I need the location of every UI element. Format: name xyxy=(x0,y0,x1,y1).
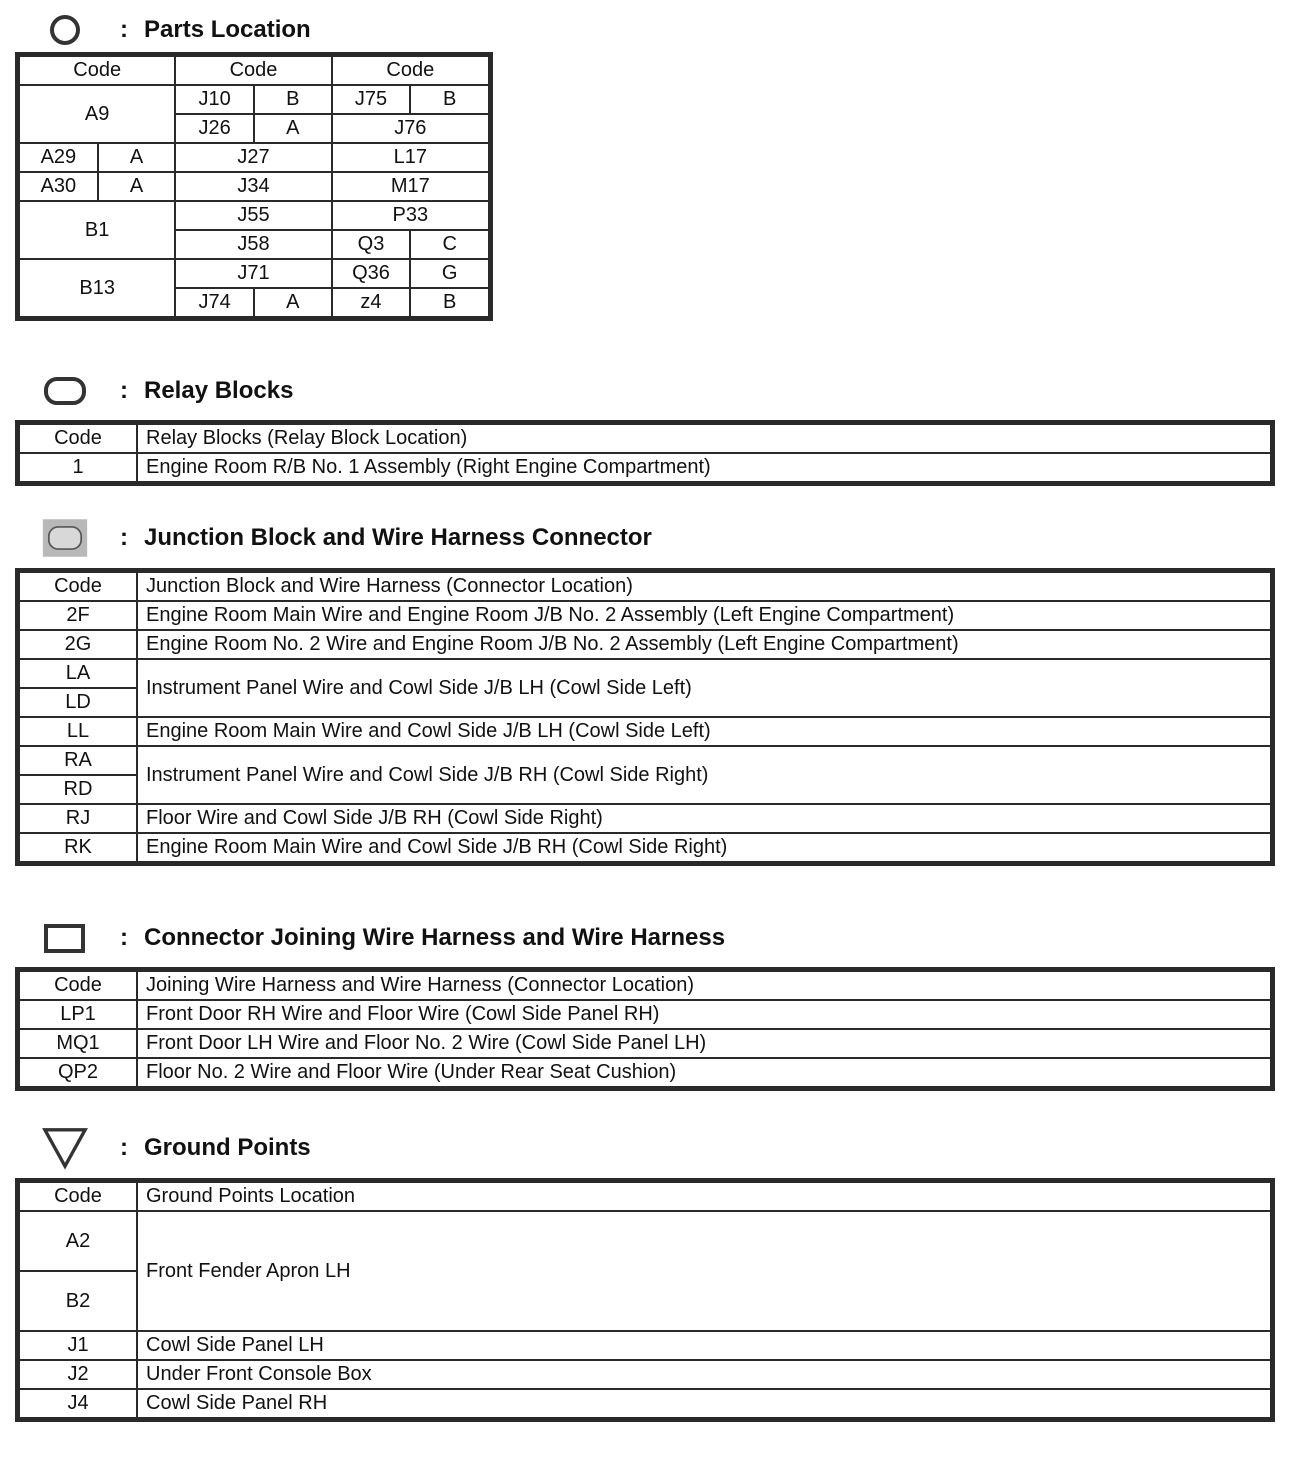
column-header: Code xyxy=(175,56,331,85)
colon: : xyxy=(120,377,128,404)
code-cell: A29 xyxy=(19,143,98,172)
code-cell: RK xyxy=(19,833,137,862)
table-row xyxy=(19,1029,1271,1058)
code-cell: z4 xyxy=(332,288,411,317)
colon: : xyxy=(120,16,128,43)
code-cell: J55 xyxy=(175,201,331,230)
code-cell: J75 xyxy=(332,85,411,114)
code-cell: A30 xyxy=(19,172,98,201)
code-cell: L17 xyxy=(332,143,489,172)
code-cell: B1 xyxy=(19,201,175,259)
table-row xyxy=(19,172,489,201)
column-header: Code xyxy=(332,56,489,85)
location-cell: Front Fender Apron LH xyxy=(137,1211,1271,1331)
location-cell: B xyxy=(410,85,489,114)
code-cell: 2G xyxy=(19,630,137,659)
location-cell: Engine Room R/B No. 1 Assembly (Right Engine Compartment) xyxy=(137,453,1271,482)
table-row xyxy=(19,1000,1271,1029)
column-header: Junction Block and Wire Harness (Connector Location) xyxy=(137,572,1271,601)
code-cell: J2 xyxy=(19,1360,137,1389)
code-cell: J1 xyxy=(19,1331,137,1360)
table-row xyxy=(19,201,489,230)
table-row xyxy=(19,717,1271,746)
circle-icon xyxy=(42,10,88,50)
location-cell: Engine Room Main Wire and Engine Room J/B No. 2 Assembly (Left Engine Compartment) xyxy=(137,601,1271,630)
colon: : xyxy=(120,924,128,951)
location-cell: Cowl Side Panel LH xyxy=(137,1331,1271,1360)
column-header: Relay Blocks (Relay Block Location) xyxy=(137,424,1271,453)
location-cell: Front Door LH Wire and Floor No. 2 Wire (Cowl Side Panel LH) xyxy=(137,1029,1271,1058)
code-cell: J4 xyxy=(19,1389,137,1418)
table-header-row xyxy=(19,424,1271,453)
code-cell: B2 xyxy=(19,1271,137,1331)
code-cell: M17 xyxy=(332,172,489,201)
junction-block-table xyxy=(18,571,1272,863)
location-cell: Instrument Panel Wire and Cowl Side J/B RH (Cowl Side Right) xyxy=(137,746,1271,804)
location-cell: Front Door RH Wire and Floor Wire (Cowl Side Panel RH) xyxy=(137,1000,1271,1029)
code-cell: RJ xyxy=(19,804,137,833)
location-cell: Instrument Panel Wire and Cowl Side J/B LH (Cowl Side Left) xyxy=(137,659,1271,717)
column-header: Joining Wire Harness and Wire Harness (Connector Location) xyxy=(137,971,1271,1000)
table-row xyxy=(19,659,1271,688)
location-cell: A xyxy=(254,114,332,143)
code-cell: Q36 xyxy=(332,259,411,288)
code-cell: A2 xyxy=(19,1211,137,1271)
location-cell: Engine Room No. 2 Wire and Engine Room J/B No. 2 Assembly (Left Engine Compartment) xyxy=(137,630,1271,659)
table-row xyxy=(19,1058,1271,1087)
table-row xyxy=(19,833,1271,862)
code-cell: RD xyxy=(19,775,137,804)
column-header: Code xyxy=(19,572,137,601)
code-cell: LA xyxy=(19,659,137,688)
code-cell: J27 xyxy=(175,143,331,172)
colon: : xyxy=(120,524,128,551)
section-title: Ground Points xyxy=(144,1134,311,1161)
table-row xyxy=(19,453,1271,482)
junction-block-heading xyxy=(42,518,652,558)
code-cell: J71 xyxy=(175,259,331,288)
section-title: Connector Joining Wire Harness and Wire Harness xyxy=(144,924,726,951)
location-cell: C xyxy=(410,230,489,259)
shaded-rounded-rectangle-icon xyxy=(42,518,88,558)
parts-location-table xyxy=(18,55,490,318)
table-row xyxy=(19,259,489,288)
section-title: Junction Block and Wire Harness Connector xyxy=(144,524,652,551)
location-cell: A xyxy=(254,288,332,317)
location-cell: Floor Wire and Cowl Side J/B RH (Cowl Side Right) xyxy=(137,804,1271,833)
location-cell: A xyxy=(98,143,176,172)
parts-location-heading xyxy=(42,10,311,50)
table-row xyxy=(19,630,1271,659)
table-row xyxy=(19,143,489,172)
section-title: Parts Location xyxy=(144,16,311,43)
table-header-row xyxy=(19,971,1271,1000)
column-header: Code xyxy=(19,424,137,453)
table-row xyxy=(19,1331,1271,1360)
rounded-rectangle-icon xyxy=(42,371,88,411)
location-cell: Engine Room Main Wire and Cowl Side J/B RH (Cowl Side Right) xyxy=(137,833,1271,862)
column-header: Code xyxy=(19,56,175,85)
rectangle-icon xyxy=(42,918,88,958)
relay-blocks-table xyxy=(18,423,1272,483)
code-cell: J74 xyxy=(175,288,254,317)
triangle-down-icon xyxy=(42,1128,88,1168)
ground-points-table xyxy=(18,1181,1272,1419)
table-row xyxy=(19,1360,1271,1389)
code-cell: QP2 xyxy=(19,1058,137,1087)
location-cell: Under Front Console Box xyxy=(137,1360,1271,1389)
table-row xyxy=(19,746,1271,775)
table-header-row xyxy=(19,56,489,85)
code-cell: LD xyxy=(19,688,137,717)
location-cell: Cowl Side Panel RH xyxy=(137,1389,1271,1418)
code-cell: J76 xyxy=(332,114,489,143)
code-cell: LL xyxy=(19,717,137,746)
code-cell: 1 xyxy=(19,453,137,482)
location-cell: B xyxy=(254,85,332,114)
code-cell: J34 xyxy=(175,172,331,201)
section-title: Relay Blocks xyxy=(144,377,294,404)
location-cell: Floor No. 2 Wire and Floor Wire (Under Rear Seat Cushion) xyxy=(137,1058,1271,1087)
column-header: Ground Points Location xyxy=(137,1182,1271,1211)
location-cell: A xyxy=(98,172,176,201)
table-row xyxy=(19,1389,1271,1418)
column-header: Code xyxy=(19,971,137,1000)
code-cell: MQ1 xyxy=(19,1029,137,1058)
location-cell: Engine Room Main Wire and Cowl Side J/B LH (Cowl Side Left) xyxy=(137,717,1271,746)
column-header: Code xyxy=(19,1182,137,1211)
code-cell: J10 xyxy=(175,85,254,114)
table-row xyxy=(19,85,489,114)
code-cell: P33 xyxy=(332,201,489,230)
code-cell: B13 xyxy=(19,259,175,317)
connector-joining-heading xyxy=(42,918,725,958)
table-row xyxy=(19,601,1271,630)
code-cell: RA xyxy=(19,746,137,775)
table-row xyxy=(19,1211,1271,1271)
code-cell: J58 xyxy=(175,230,331,259)
code-cell: 2F xyxy=(19,601,137,630)
table-header-row xyxy=(19,1182,1271,1211)
location-cell: B xyxy=(410,288,489,317)
code-cell: J26 xyxy=(175,114,254,143)
code-cell: A9 xyxy=(19,85,175,143)
relay-blocks-heading xyxy=(42,371,293,411)
colon: : xyxy=(120,1134,128,1161)
code-cell: Q3 xyxy=(332,230,411,259)
code-cell: LP1 xyxy=(19,1000,137,1029)
table-row xyxy=(19,804,1271,833)
connector-joining-table xyxy=(18,970,1272,1088)
table-header-row xyxy=(19,572,1271,601)
location-cell: G xyxy=(410,259,489,288)
ground-points-heading xyxy=(42,1128,311,1168)
